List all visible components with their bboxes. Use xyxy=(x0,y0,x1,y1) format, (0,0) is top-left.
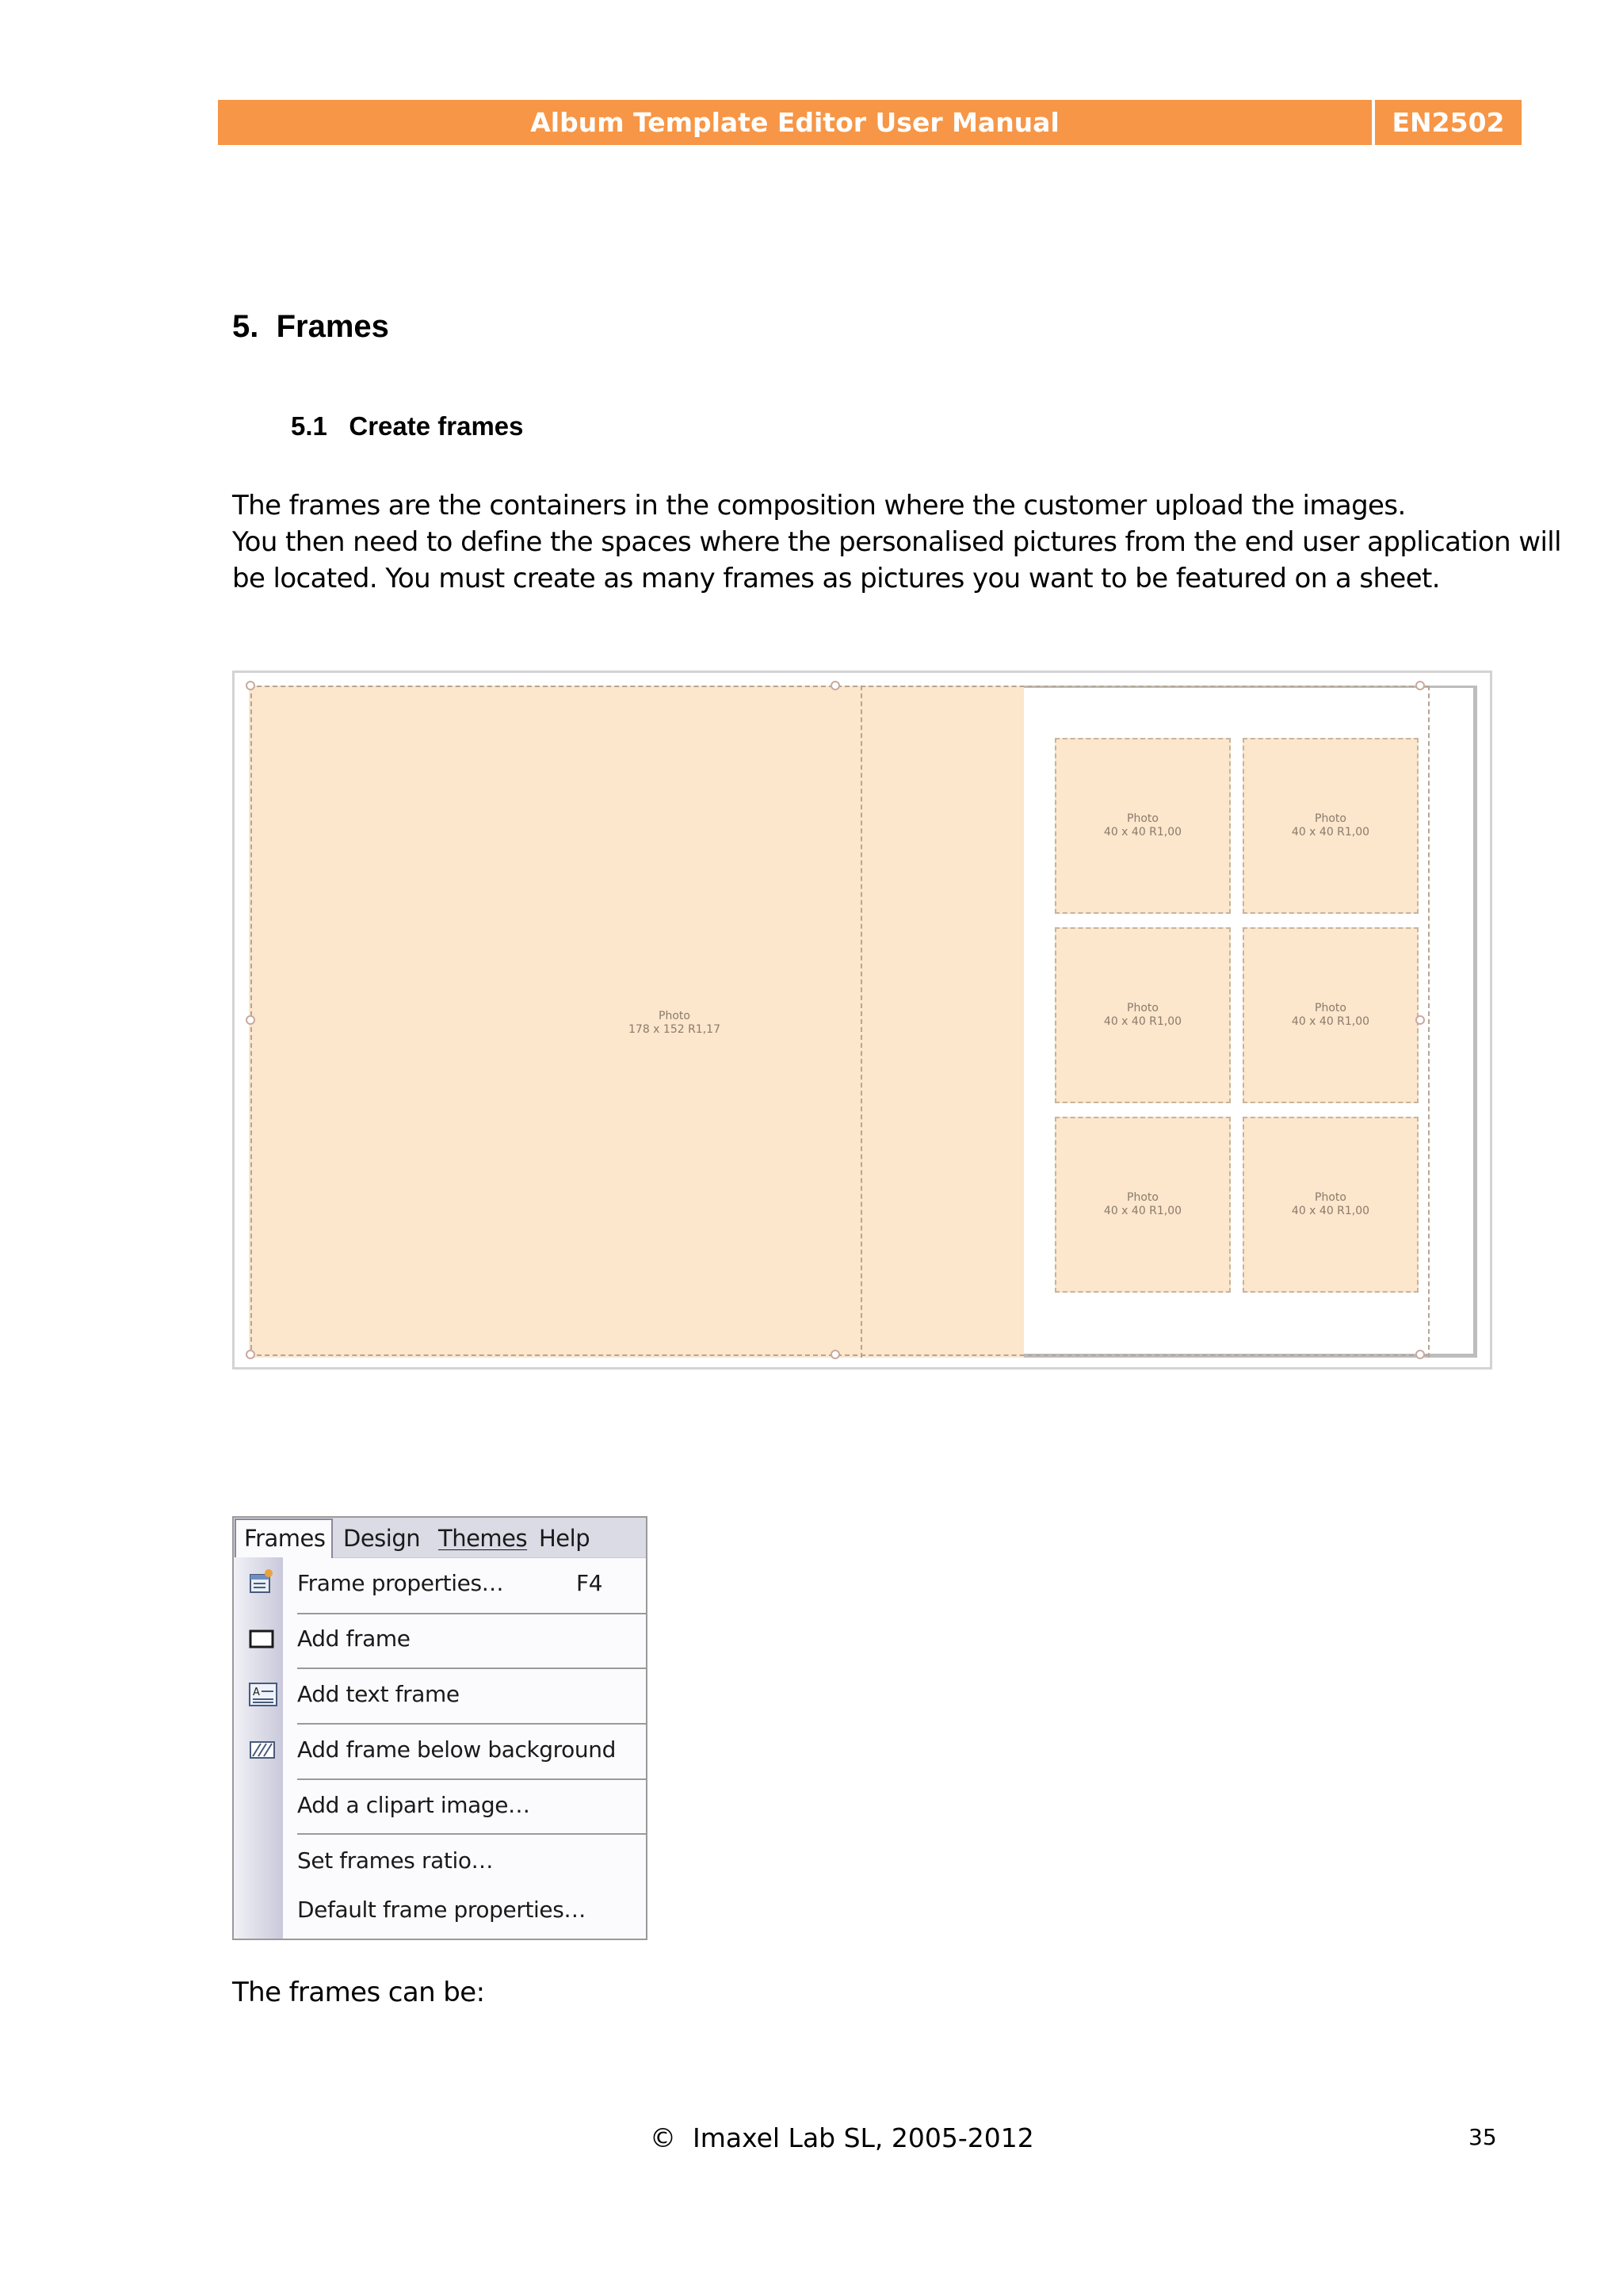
menu-help[interactable]: Help xyxy=(539,1525,590,1552)
document-header-title: Album Template Editor User Manual xyxy=(218,100,1372,145)
frame-size: 178 x 152 R1,17 xyxy=(628,1023,720,1036)
section-heading: 5. Frames xyxy=(232,309,389,344)
svg-text:A: A xyxy=(253,1687,260,1698)
frame-size: 40 x 40 R1,00 xyxy=(1291,1015,1370,1028)
intro-line: be located. You must create as many frames as pictures you want to be featured on a sheet. xyxy=(232,563,1440,594)
frame-label: Photo xyxy=(1127,812,1159,825)
menu-design[interactable]: Design xyxy=(343,1525,421,1552)
menu-item-add-clipart-image[interactable]: Add a clipart image… xyxy=(297,1792,530,1818)
frame-label: Photo xyxy=(1315,1002,1346,1014)
resize-handle[interactable] xyxy=(831,681,840,690)
menu-themes[interactable]: Themes xyxy=(438,1525,528,1552)
menu-separator xyxy=(297,1723,646,1725)
frame-size: 40 x 40 R1,00 xyxy=(1103,1015,1182,1028)
menu-item-set-frames-ratio[interactable]: Set frames ratio… xyxy=(297,1847,494,1874)
small-photo-frame[interactable] xyxy=(1243,927,1419,1103)
frame-label: Photo xyxy=(1315,1191,1346,1204)
frames-menu-screenshot xyxy=(232,1516,647,1940)
add-frame-icon xyxy=(248,1627,275,1654)
small-photo-frame[interactable] xyxy=(1055,1117,1231,1293)
menu-item-add-frame-below-background[interactable]: Add frame below background xyxy=(297,1736,616,1763)
frame-label: Photo xyxy=(1127,1002,1159,1014)
small-photo-frame[interactable] xyxy=(1243,1117,1419,1293)
menu-frames[interactable]: Frames xyxy=(244,1525,326,1552)
template-canvas-screenshot xyxy=(232,670,1492,1370)
menu-separator xyxy=(297,1613,646,1614)
frame-border-right xyxy=(1428,686,1430,1358)
resize-handle[interactable] xyxy=(1415,681,1425,690)
resize-handle[interactable] xyxy=(246,681,255,690)
text-frame-icon xyxy=(248,1682,278,1710)
frame-size: 40 x 40 R1,00 xyxy=(1103,826,1182,839)
footer-copyright: © Imaxel Lab SL, 2005-2012 xyxy=(650,2122,1034,2153)
resize-handle[interactable] xyxy=(1415,1350,1425,1359)
small-photo-frame[interactable] xyxy=(1055,927,1231,1103)
resize-handle[interactable] xyxy=(1415,1015,1425,1025)
resize-handle[interactable] xyxy=(831,1350,840,1359)
menu-separator xyxy=(297,1668,646,1669)
intro-line: The frames are the containers in the composition where the customer upload the images. xyxy=(232,490,1406,521)
frame-size: 40 x 40 R1,00 xyxy=(1103,1205,1182,1217)
spread-fold-line xyxy=(861,686,862,1358)
small-photo-frame[interactable] xyxy=(1055,738,1231,914)
frame-label: Photo xyxy=(1315,812,1346,825)
menu-item-default-frame-properties[interactable]: Default frame properties… xyxy=(297,1897,586,1923)
resize-handle[interactable] xyxy=(246,1350,255,1359)
intro-line: You then need to define the spaces where the personalised pictures from the end user application will xyxy=(232,526,1562,558)
menu-separator xyxy=(297,1778,646,1780)
menu-item-add-text-frame[interactable]: Add text frame xyxy=(297,1681,460,1707)
frame-label: Photo xyxy=(1127,1191,1159,1204)
menu-separator xyxy=(297,1833,646,1835)
frame-below-background-icon xyxy=(248,1739,277,1764)
frame-properties-shortcut: F4 xyxy=(576,1570,603,1596)
subsection-heading: 5.1 Create frames xyxy=(291,411,524,441)
resize-handle[interactable] xyxy=(246,1015,255,1025)
menu-item-add-frame[interactable]: Add frame xyxy=(297,1626,411,1652)
small-photo-frame[interactable] xyxy=(1243,738,1419,914)
frame-size: 40 x 40 R1,00 xyxy=(1291,1205,1370,1217)
body-text: The frames can be: xyxy=(232,1977,485,2008)
frame-label: Photo xyxy=(659,1010,690,1022)
frame-properties-icon xyxy=(248,1568,275,1599)
large-frame-caption xyxy=(587,1010,762,1037)
intro-paragraph xyxy=(232,487,1562,597)
menu-item-frame-properties[interactable]: Frame properties… xyxy=(297,1570,504,1596)
document-code: EN2502 xyxy=(1375,100,1522,145)
menu-bar xyxy=(234,1518,646,1558)
frame-size: 40 x 40 R1,00 xyxy=(1291,826,1370,839)
page-number: 35 xyxy=(1468,2124,1497,2150)
